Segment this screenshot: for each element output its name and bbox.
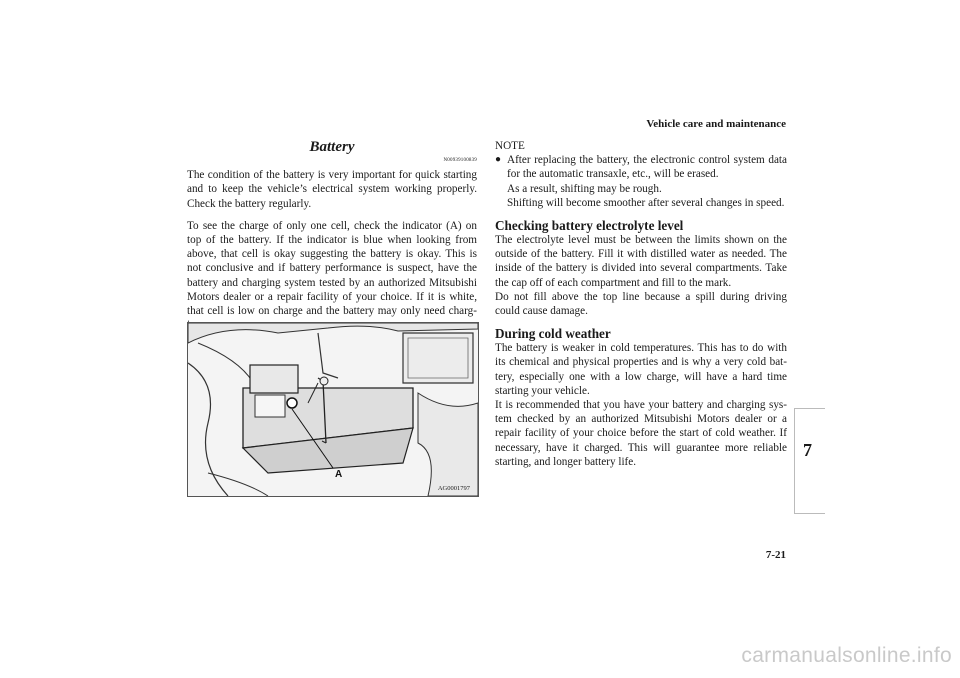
battery-illustration — [188, 323, 478, 496]
note-item — [495, 153, 787, 210]
electrolyte-paragraph-1: The electrolyte level must be between the limits shown on the outside of the battery. Fill it with distilled water as needed. The inside of the battery is divided into several compartments. Take the cap off of each compartment and fill to the mark. — [495, 234, 787, 289]
cold-paragraph-1: The battery is weaker in cold temperatures. This has to do with its chemical and physical properties and is why a very cold bat-tery, especially one with a low charge, will have a hard time starting your vehicle. — [495, 342, 787, 397]
note-label: NOTE — [495, 140, 525, 152]
left-column — [187, 139, 477, 340]
note-body — [507, 153, 787, 210]
electrolyte-paragraph-2: Do not fill above the top line because a spill during driving could cause damage. — [495, 290, 787, 318]
section-title-battery: Battery — [309, 139, 355, 155]
chapter-tab-number: 7 — [803, 440, 812, 460]
page-number: 7-21 — [765, 549, 786, 561]
bullet-icon: ● — [495, 154, 502, 166]
right-column — [495, 139, 787, 477]
figure-callout-a: A — [335, 469, 343, 480]
note-line-1: After replacing the battery, the electronic control system data for the automatic transaxle, etc., will be erased. — [507, 154, 787, 181]
note-line-3: Shifting will become smoother after several changes in speed. — [507, 196, 785, 209]
battery-paragraph-1: The condition of the battery is very important for quick starting and to keep the vehicle’s electrical system working properly. Check the battery regularly. — [187, 169, 477, 210]
heading-cold-weather: During cold weather — [495, 326, 611, 342]
watermark: carmanualsonline.info — [741, 644, 952, 667]
cold-paragraph-2: It is recommended that you have your battery and charging sys-tem checked by an authorized Mitsubishi Motors dealer or a repair facility of your choice before the start of cold weather. If necessary, have it charged. This will guarantee more reliable starting, and longer battery life. — [495, 399, 787, 468]
heading-electrolyte: Checking battery electrolyte level — [495, 218, 684, 234]
battery-paragraph-2: To see the charge of only one cell, check the indicator (A) on top of the battery. If the indicator is blue when looking from above, that cell is okay suggesting the battery is okay. This is not conclusive and if battery performance is suspect, have the battery and charging system tested by an authorized Mitsubishi Motors dealer or a repair facility of your choice. If it is white, that cell is low on charge and the battery may only need charg- — [187, 219, 477, 318]
note-line-2: As a result, shifting may be rough. — [507, 182, 662, 195]
battery-figure — [187, 322, 479, 497]
running-header: Vehicle care and maintenance — [646, 118, 786, 130]
figure-code: AG0001797 — [437, 485, 470, 492]
chapter-tab — [794, 408, 825, 514]
section-code: N00939100839 — [443, 158, 477, 163]
